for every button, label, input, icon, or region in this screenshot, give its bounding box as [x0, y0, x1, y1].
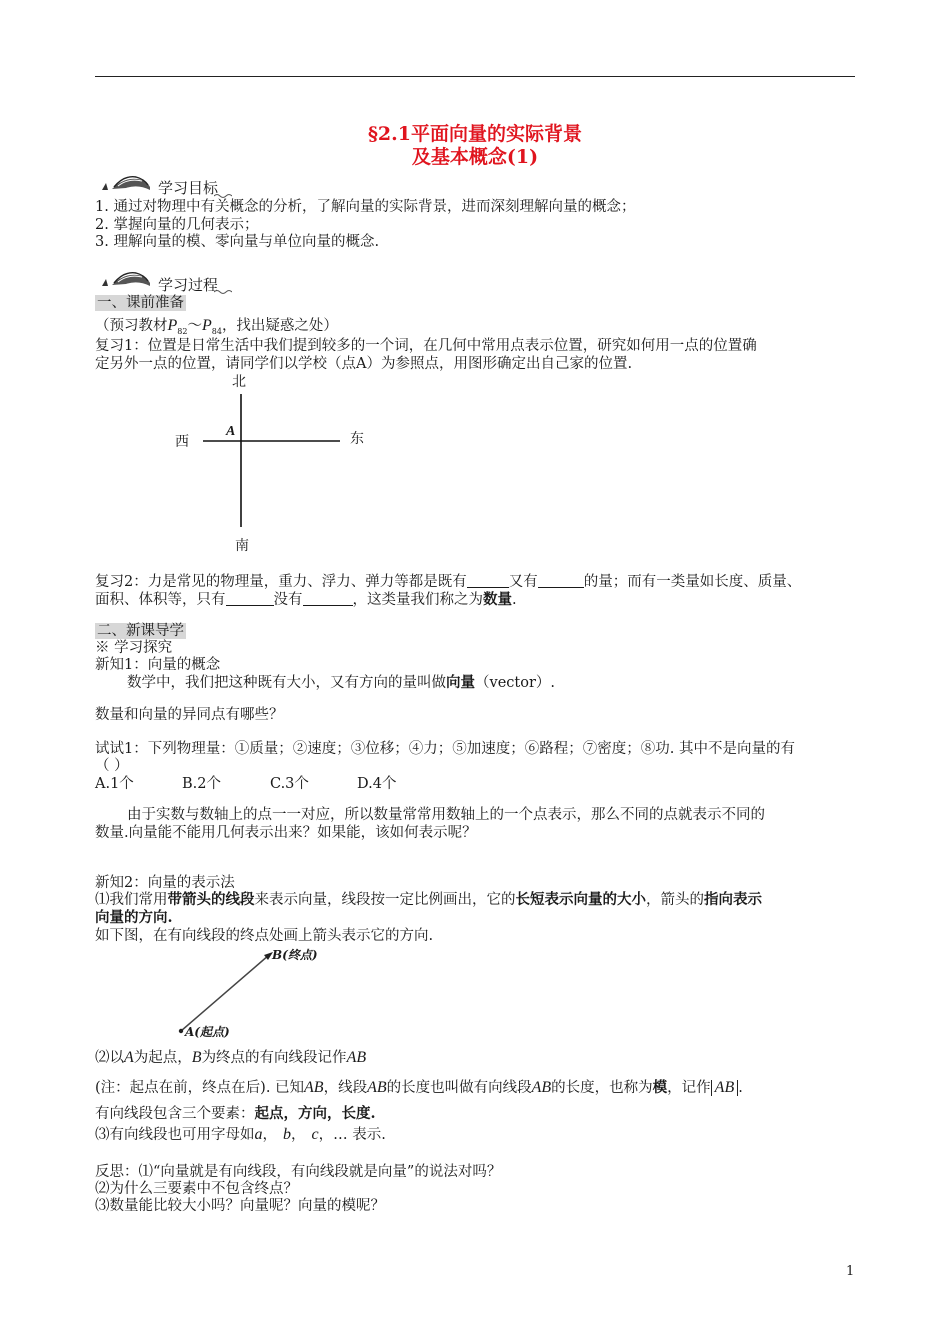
- part1-heading: 一、课前准备: [97, 295, 184, 311]
- segment-start-label: A(起点): [185, 1025, 230, 1039]
- review1-line2: 定另外一点的位置，请同学们以学校（点A）为参照点，用图形确定出自己家的位置.: [95, 356, 633, 372]
- diagram-caption: 如下图，在有向线段的终点处画上箭头表示它的方向.: [95, 928, 434, 944]
- book-icon: [98, 267, 160, 289]
- elements-line: 有向线段包含三个要素：起点，方向，长度.: [95, 1105, 376, 1122]
- para-line2: 数量.向量能不能用几何表示出来？如果能，该如何表示呢？: [95, 825, 477, 841]
- reflect-line1: 反思：⑴“向量就是有向线段，有向线段就是向量”的说法对吗？: [95, 1164, 502, 1180]
- knowledge1-heading: 新知1：向量的概念: [95, 657, 221, 673]
- wave-decoration: [214, 289, 232, 295]
- page-number: 1: [846, 1264, 855, 1279]
- para-line1: 由于实数与数轴上的点一一对应，所以数量常常用数轴上的一个点表示，那么不同的点就表示不同的: [127, 807, 765, 823]
- reflect-line3: ⑶数量能比较大小吗？向量呢？向量的模呢？: [95, 1198, 385, 1214]
- goals-heading: 学习目标: [158, 179, 219, 197]
- trial-line2: （ ）: [95, 758, 129, 774]
- compass-east: 东: [350, 431, 364, 447]
- review1-line1: 复习1：位置是日常生活中我们提到较多的一个词，在几何中常用点表示位置，研究如何用一点的位置确: [95, 338, 757, 354]
- goal-item-3: 3. 理解向量的模、零向量与单位向量的概念.: [95, 234, 380, 250]
- compass-diagram: [160, 365, 380, 565]
- goal-item-2: 2. 掌握向量的几何表示；: [95, 217, 259, 233]
- book-icon: [98, 171, 160, 193]
- header-rule: [95, 76, 855, 77]
- rep1-line1: ⑴我们常用带箭头的线段来表示向量，线段按一定比例画出，它的长短表示向量的大小，箭头的指向表示: [95, 891, 762, 908]
- choice-a: A.1个: [95, 776, 134, 792]
- part2-heading: 二、新课导学: [97, 623, 184, 639]
- review2-line2: 面积、体积等，只有 没有 ，这类量我们称之为数量.: [95, 591, 517, 608]
- segment-end-label: B(终点): [272, 948, 318, 962]
- compass-west: 西: [175, 434, 189, 450]
- choice-b: B.2个: [182, 776, 221, 792]
- page-title: §2.1平面向量的实际背景: [368, 123, 582, 145]
- compass-north: 北: [232, 374, 246, 390]
- explore-heading: ※ 学习探究: [95, 640, 173, 656]
- compass-south: 南: [235, 538, 249, 554]
- rep2-line: ⑵以A为起点，B为终点的有向线段记作AB: [95, 1049, 367, 1066]
- page-subtitle: 及基本概念(1): [411, 146, 539, 168]
- reflect-line2: ⑵为什么三要素中不包含终点？: [95, 1181, 298, 1197]
- rep3-line: ⑶有向线段也可用字母如a， b， c，… 表示.: [95, 1126, 386, 1143]
- choice-c: C.3个: [270, 776, 309, 792]
- vector-definition: 数学中，我们把这种既有大小，又有方向的量叫做向量（vector）.: [127, 674, 555, 691]
- goal-item-1: 1. 通过对物理中有关概念的分析，了解向量的实际背景，进而深刻理解向量的概念；: [95, 199, 636, 215]
- note-line: (注：起点在前，终点在后). 已知AB，线段AB的长度也叫做有向线段AB的长度，也称为模，记作 AB .: [95, 1079, 743, 1096]
- process-heading: 学习过程: [158, 276, 219, 294]
- choice-d: D.4个: [357, 776, 397, 792]
- compass-point-a: A: [226, 424, 236, 439]
- trial-line1: 试试1：下列物理量：①质量；②速度；③位移；④力；⑤加速度；⑥路程；⑦密度；⑧功. 其中不是向量的有: [95, 741, 795, 757]
- knowledge2-heading: 新知2：向量的表示法: [95, 875, 235, 891]
- review2-line1: 复习2：力是常见的物理量，重力、浮力、弹力等都是既有 又有 的量；而有一类量如长度、质量、: [95, 574, 802, 590]
- question-1: 数量和向量的异同点有哪些？: [95, 707, 284, 723]
- rep1-line2: 向量的方向.: [95, 909, 173, 926]
- preview-note: （预习教材$P_{82}\sim P_{84}$，找出疑惑之处）: [95, 317, 338, 336]
